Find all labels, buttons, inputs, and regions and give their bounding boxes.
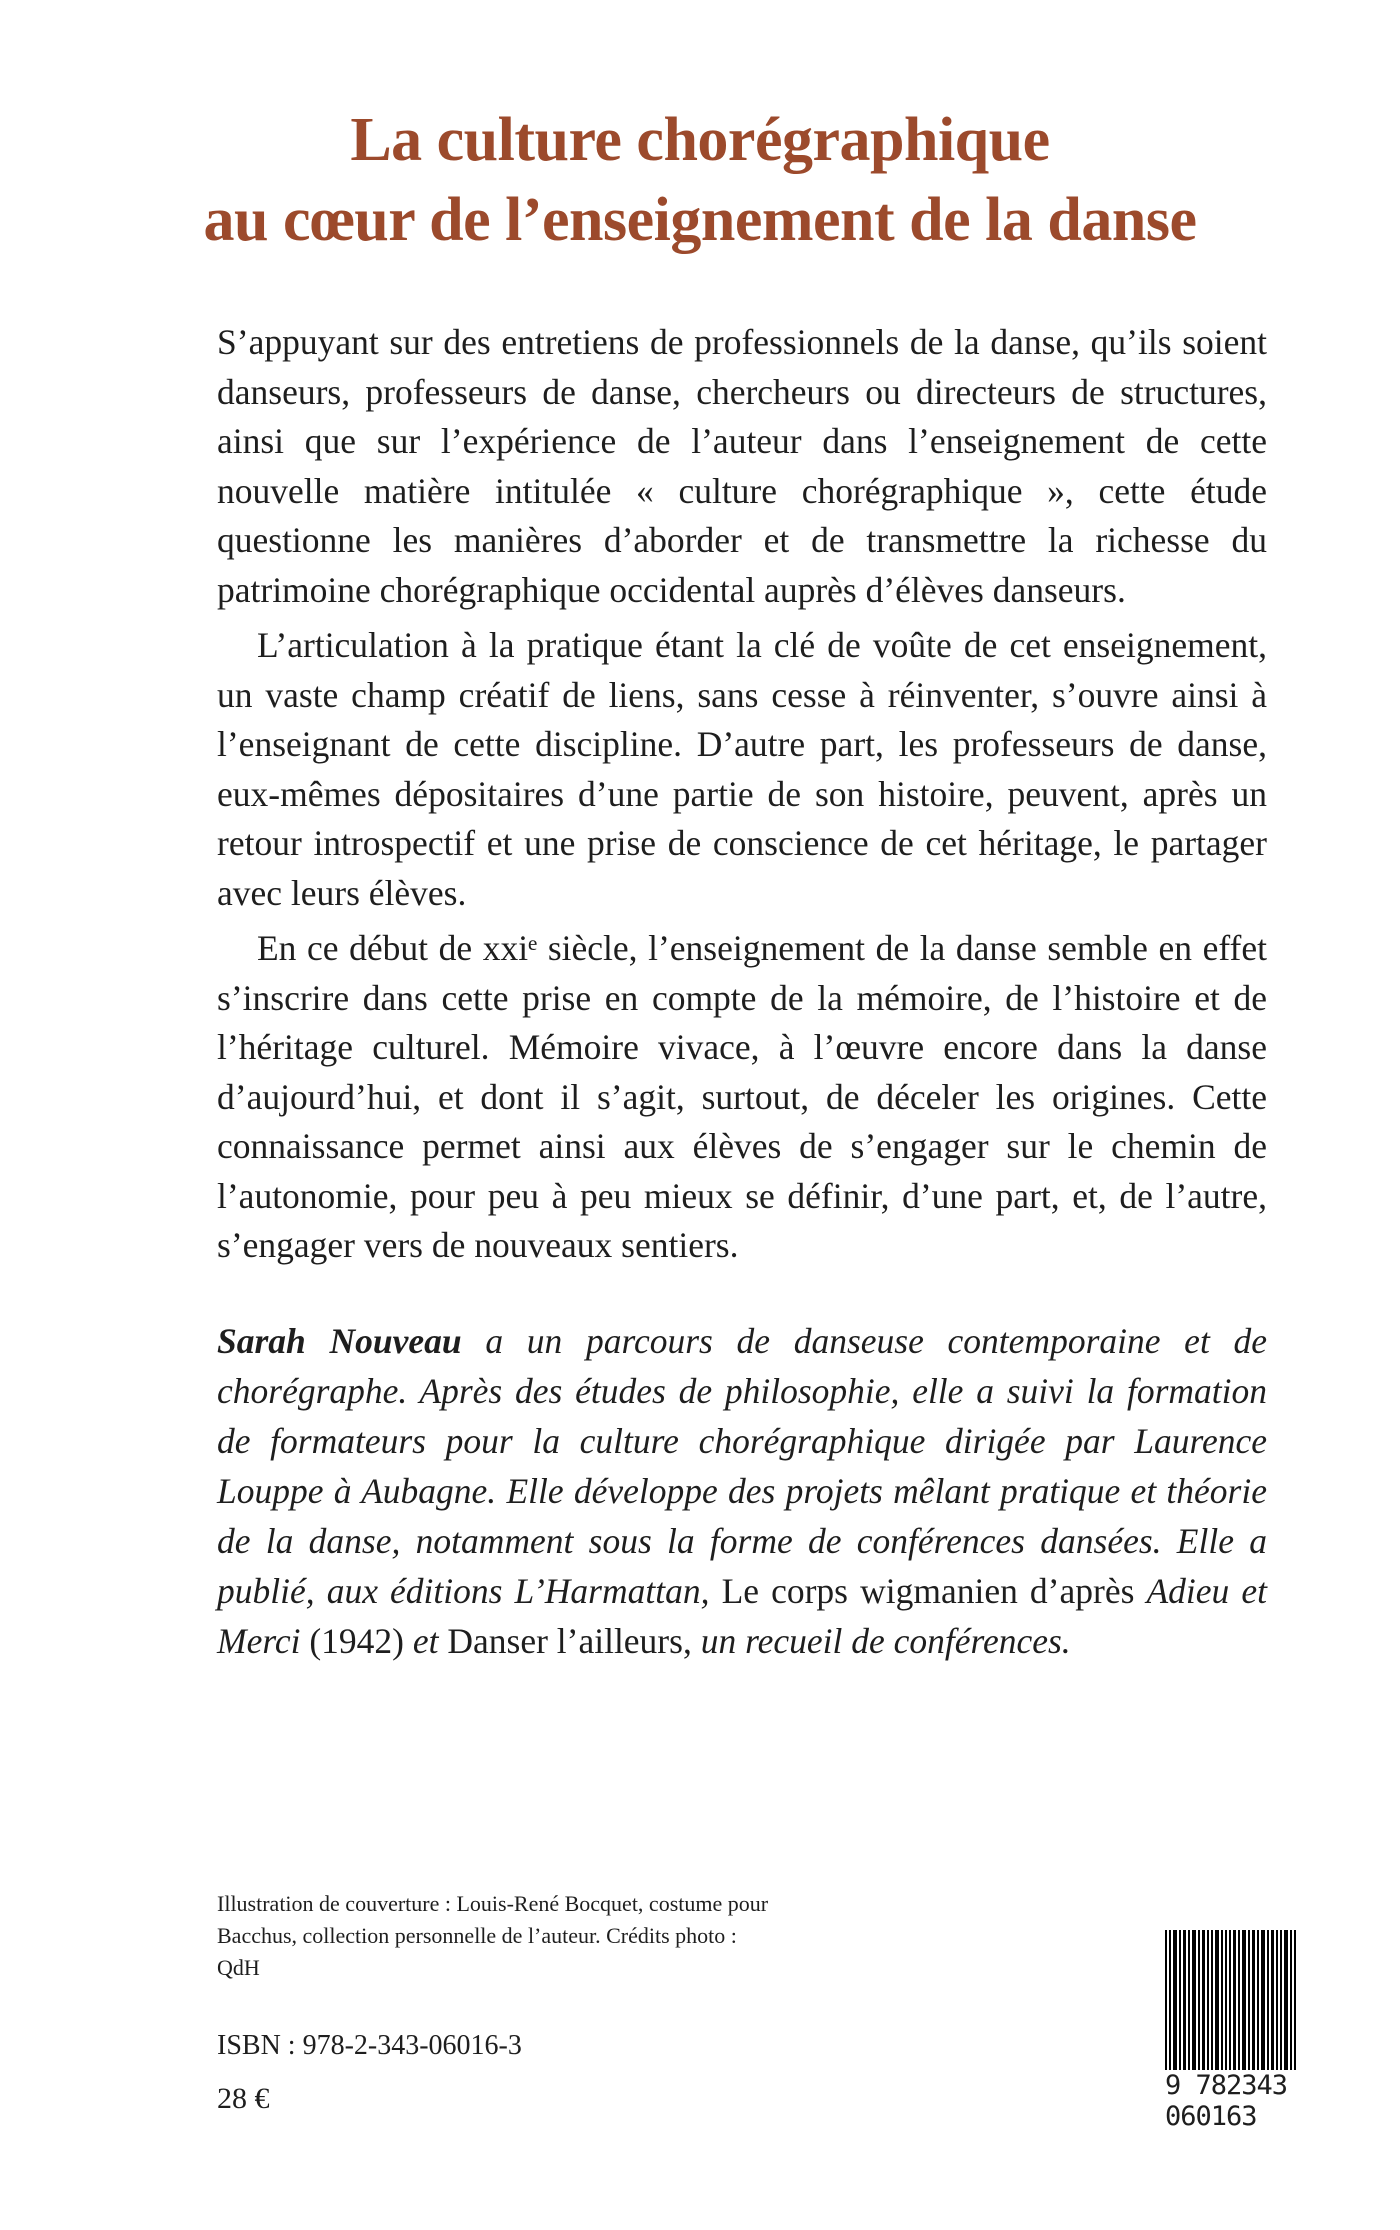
author-name: Sarah Nouveau [217, 1321, 462, 1361]
blurb-paragraph-1: S’appuyant sur des entretiens de professionnels de la danse, qu’ils soient danseurs, professeurs de danse, chercheurs ou directeurs de structures, ainsi que sur l’expérience de l’auteur dans l’enseignement de cette nouvelle matière intitulée « culture chorégraphique », cette étude questionne les manières d’aborder et de transmettre la richesse du patrimoine chorégraphique occidental auprès d’élèves danseurs. [217, 322, 1267, 610]
bio-conjunction: et [412, 1621, 439, 1661]
book-title-1: Le corps wigmanien d’après [709, 1571, 1147, 1611]
title-line-1: La culture chorégraphique [350, 106, 1050, 174]
price: 28 € [217, 2082, 270, 2115]
barcode-digits: 9 782343 060163 [1165, 2070, 1335, 2132]
book-title [0, 100, 1400, 260]
author-bio [217, 1316, 1267, 1666]
blurb-paragraph-3: En ce début de xxiᵉ siècle, l’enseignement de la danse semble en effet s’inscrire dans cette prise en compte de la mémoire, de l’histoire et de l’héritage culturel. Mémoire vivace, à l’œuvre encore dans la danse d’aujourd’hui, et dont il s’agit, surtout, de déceler les origines. Cette connaissance permet ainsi aux élèves de s’engager sur le chemin de l’autonomie, pour peu à peu mieux se définir, d’une part, et, de l’autre, s’engager vers de nouveaux sentiers. [217, 928, 1267, 1265]
book-title-2: Danser l’ailleurs, [438, 1621, 692, 1661]
title-line-2: au cœur de l’enseignement de la danse [203, 186, 1197, 254]
book-subtitle: Adieu et Merci [217, 1571, 1267, 1661]
bio-end: un recueil de conférences. [691, 1621, 1071, 1661]
credits-line-2: Bacchus, collection personnelle de l’auteur. Crédits photo : QdH [217, 1923, 737, 1980]
cover-credits [217, 1888, 777, 1984]
isbn: ISBN : 978-2-343-06016-3 [217, 2030, 522, 2061]
blurb-paragraph-2: L’articulation à la pratique étant la clé de voûte de cet enseignement, un vaste champ créatif de liens, sans cesse à réinventer, s’ouvre ainsi à l’enseignant de cette discipline. D’autre part, les professeurs de danse, eux-mêmes dépositaires d’une partie de son histoire, peuvent, après un retour introspectif et une prise de conscience de cet héritage, le partager avec leurs élèves. [217, 625, 1267, 913]
blurb [217, 318, 1267, 1271]
credits-line-1: Illustration de couverture : Louis-René Bocquet, costume pour [217, 1891, 769, 1916]
barcode-bars [1165, 1930, 1335, 2080]
bio-text: a un parcours de danseuse contemporaine et de chorégraphe. Après des études de philosophie, elle a suivi la formation de formateurs pour la culture chorégraphique dirigée par Laurence Louppe à Aubagne. Elle développe des projets mêlant pratique et théorie de la danse, notamment sous la forme de conférences dansées. Elle a publié, aux éditions L’Harmattan, [217, 1321, 1267, 1611]
book-year: (1942) [300, 1621, 413, 1661]
barcode [1165, 1930, 1335, 2132]
